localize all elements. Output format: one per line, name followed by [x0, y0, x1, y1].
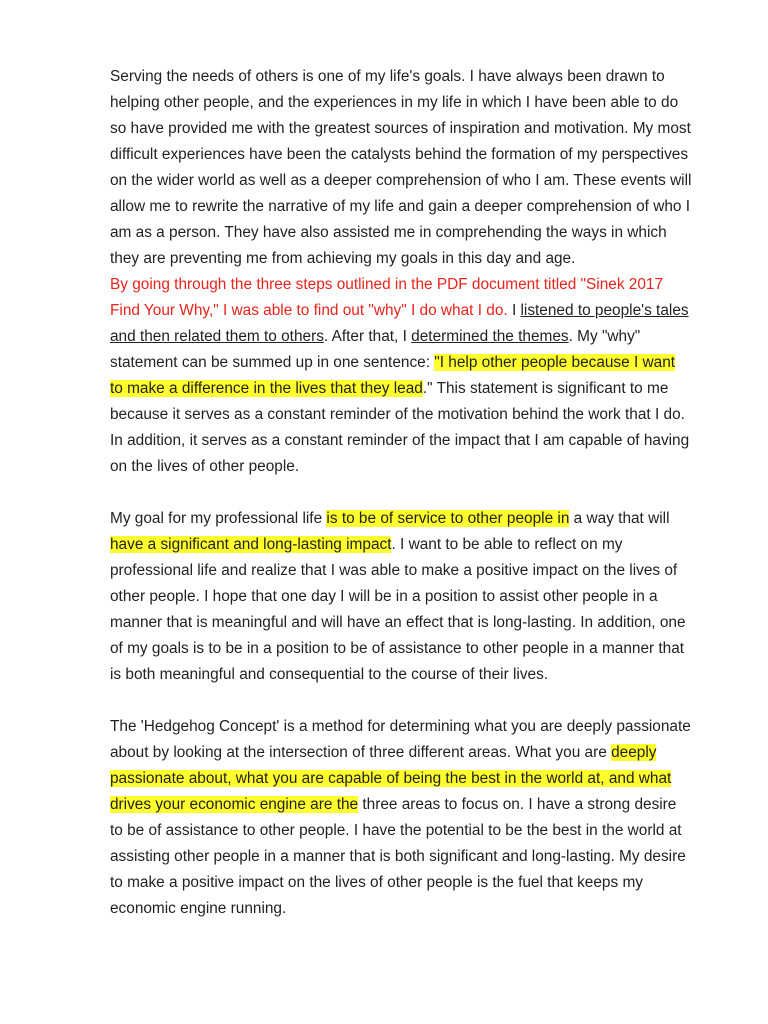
p3-text-3: . I want to be able to reflect on my professional life and realize that I was able to make a positive impact on the lives of other people. I hope that one day I will be in a position to assist other people in a manner that is meaningful and will have an effect that is long-lasting. In addition, one of my goals is to be in a position to be of assistance to other people in a manner that is both meaningful and consequential to the course of their lives. [110, 536, 686, 683]
highlighted-service: is to be of service to other people in [326, 510, 570, 527]
p3-text-1: My goal for my professional life [110, 510, 327, 527]
paragraph-serving-others [110, 64, 692, 272]
paragraph-spacer [110, 688, 692, 714]
p3-text-2: a way that will [569, 510, 670, 527]
red-sinek-sentence: By going through the three steps outlined in the PDF document titled "Sinek 2017 Find Your Why," I was able to find out "why" I do what I do. [110, 276, 664, 319]
p2-text-3: . My "why" statement can be summed up in one sentence: [110, 328, 641, 371]
underlined-determined-themes: determined the themes [411, 328, 569, 345]
p2-text-4: ." This statement is significant to me because it serves as a constant reminder of the motivation behind the work that I do. In addition, it serves as a constant reminder of the impact that I am capable of having on the lives of other people. [110, 380, 690, 475]
paragraph-spacer [110, 480, 692, 506]
underlined-listened-tales: listened to people's tales and then related them to others [110, 302, 689, 345]
p4-text-1: The 'Hedgehog Concept' is a method for determining what you are deeply passionate about by looking at the intersection of three different areas. What you are [110, 718, 691, 761]
document-body [110, 64, 692, 922]
highlighted-why-statement: "I help other people because I want to make a difference in the lives that they lead [110, 354, 676, 397]
paragraph-why-statement [110, 272, 692, 480]
highlighted-three-areas: deeply passionate about, what you are capable of being the best in the world at, and what drives your economic engine are the [110, 744, 672, 813]
highlighted-impact: have a significant and long-lasting impact [110, 536, 392, 553]
paragraph-hedgehog-concept [110, 714, 692, 922]
paragraph-1-text: Serving the needs of others is one of my life's goals. I have always been drawn to helping other people, and the experiences in my life in which I have been able to do so have provided me with the greatest sources of inspiration and motivation. My most difficult experiences have been the catalysts behind the formation of my perspectives on the wider world as well as a deeper comprehension of who I am. These events will allow me to rewrite the narrative of my life and gain a deeper comprehension of who I am as a person. They have also assisted me in comprehending the ways in which they are preventing me from achieving my goals in this day and age. [110, 68, 692, 267]
p4-text-2: three areas to focus on. I have a strong desire to be of assistance to other people. I have the potential to be the best in the world at assisting other people in a manner that is both significant and long-lasting. My desire to make a positive impact on the lives of other people is the fuel that keeps my economic engine running. [110, 796, 686, 917]
paragraph-professional-goal [110, 506, 692, 688]
p2-text-1: I [507, 302, 521, 319]
p2-text-2: . After that, I [323, 328, 412, 345]
